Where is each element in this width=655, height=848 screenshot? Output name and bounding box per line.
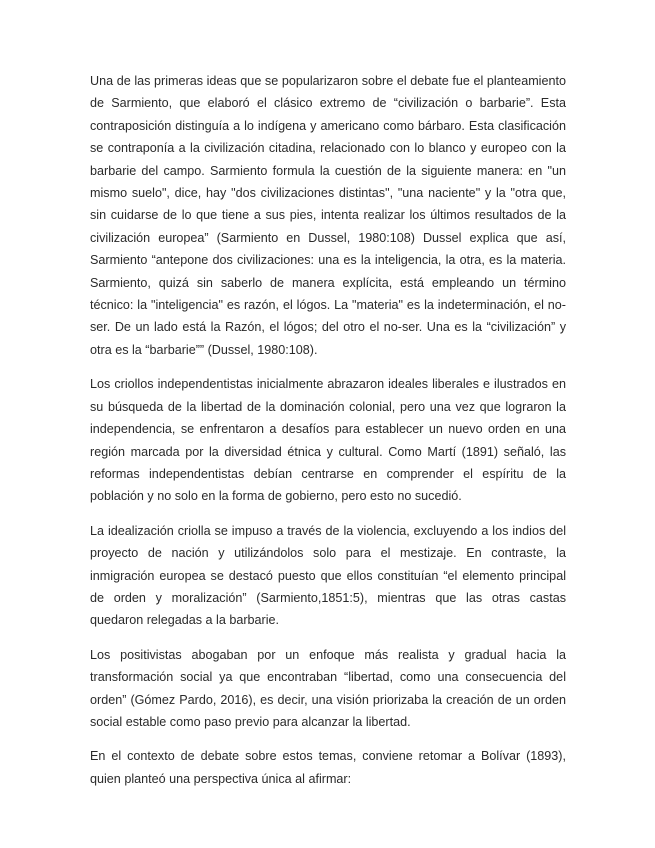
paragraph-positivistas: Los positivistas abogaban por un enfoque más realista y gradual hacia la transformación social ya que encontraban “libertad, como una consecuencia del orden” (Gómez Pardo, 2016), es decir, una visión priorizaba la creación de un orden social estable como paso previo para alcanzar la libertad.	[90, 647, 566, 729]
body-text	[90, 70, 566, 802]
paragraph-criollos-independentistas: Los criollos independentistas inicialmente abrazaron ideales liberales e ilustrados en su búsqueda de la libertad de la dominación colonial, pero una vez que lograron la independencia, se enfrentaron a desafíos para establecer un nuevo orden en una región marcada por la diversidad étnica y cultural. Como Martí (1891) señaló, las reformas independentistas debían centrarse en comprender el espíritu de la población y no solo en la forma de gobierno, pero esto no sucedió.	[90, 377, 566, 504]
paragraph-idealizacion-criolla: La idealización criolla se impuso a través de la violencia, excluyendo a los indios del proyecto de nación y utilizándolos solo para el mestizaje. En contraste, la inmigración europea se destacó puesto que ellos constituían “el elemento principal de orden y moralización” (Sarmiento,1851:5), mientras que las otras castas quedaron relegadas a la barbarie.	[90, 523, 566, 628]
paragraph-civilizacion-barbarie: Una de las primeras ideas que se popularizaron sobre el debate fue el planteamiento de Sarmiento, que elaboró el clásico extremo de “civilización o barbarie”. Esta contraposición distinguía a lo indígena y americano como bárbaro. Esta clasificación se contraponía a la civilización citadina, relacionado con lo blanco y europeo con la barbarie del campo. Sarmiento formula la cuestión de la siguiente manera: en "un mismo suelo", dice, hay "dos civilizaciones distintas", "una naciente" y la "otra que, sin cuidarse de lo que tiene a sus pies, intenta realizar los últimos resultados de la civilización europea” (Sarmiento en Dussel, 1980:108) Dussel explica que así, Sarmiento “antepone dos civilizaciones: una es la inteligencia, la otra, es la materia. Sarmiento, quizá sin saberlo de manera explícita, está empleando un término técnico: la "inteligencia" es razón, el lógos. La "materia" es la indeterminación, el no-ser. De un lado está la Razón, el lógos; del otro el no-ser. Una es la “civilización” y otra es la “barbarie”” (Dussel, 1980:108).	[90, 74, 566, 357]
paragraph-bolivar: En el contexto de debate sobre estos temas, conviene retomar a Bolívar (1893), quien planteó una perspectiva única al afirmar:	[90, 749, 566, 786]
